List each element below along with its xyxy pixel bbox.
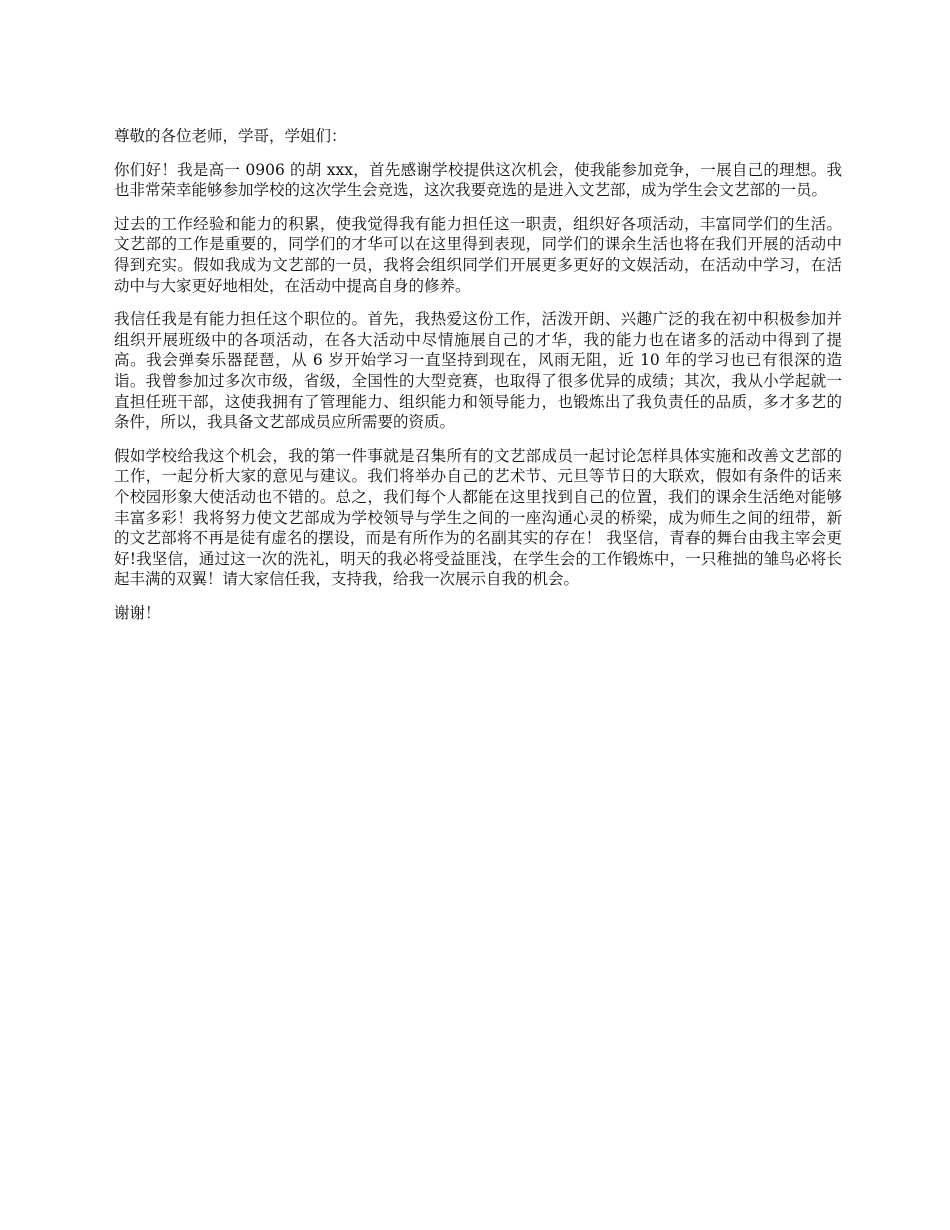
paragraph-plans: 假如学校给我这个机会，我的第一件事就是召集所有的文艺部成员一起讨论怎样具体实施和改善文艺部的工作，一起分析大家的意见与建议。我们将举办自己的艺术节、元旦等节日的大联欢，假如有条件的话来个校园形象大使活动也不错的。总之，我们每个人都能在这里找到自己的位置，我们的课余生活绝对能够丰富多彩！我将努力使文艺部成为学校领导与学生之间的一座沟通心灵的桥梁，成为师生之间的纽带，新的文艺部将不再是徒有虚名的摆设，而是有所作为的名副其实的存在！ 我坚信，青春的舞台由我主宰会更好!我坚信，通过这一次的洗礼，明天的我必将受益匪浅，在学生会的工作锻炼中，一只稚拙的雏鸟必将长起丰满的双翼！请大家信任我，支持我，给我一次展示自我的机会。 [114,446,842,589]
paragraph-experience: 过去的工作经验和能力的积累，使我觉得我有能力担任这一职责，组织好各项活动，丰富同学们的生活。文艺部的工作是重要的，同学们的才华可以在这里得到表现，同学们的课余生活也将在我们开展的活动中得到充实。假如我成为文艺部的一员，我将会组织同学们开展更多更好的文娱活动，在活动中学习，在活动中与大家更好地相处，在活动中提高自身的修养。 [114,214,842,295]
document-body [114,126,842,636]
paragraph-introduction: 你们好！我是高一 0906 的胡 xxx，首先感谢学校提供这次机会，使我能参加竞争，一展自己的理想。我也非常荣幸能够参加学校的这次学生会竞选，这次我要竞选的是进入文艺部，成为学生会文艺部的一员。 [114,160,842,200]
closing-line: 谢谢！ [114,603,161,622]
greeting-line: 尊敬的各位老师，学哥，学姐们： [114,127,347,145]
paragraph-qualifications: 我信任我是有能力担任这个职位的。首先，我热爱这份工作，活泼开朗、兴趣广泛的我在初中积极参加并组织开展班级中的各项活动，在各大活动中尽情施展自己的才华，我的能力也在诸多的活动中得到了提高。我会弹奏乐器琵琶，从 6 岁开始学习一直坚持到现在，风雨无阻，近 10 年的学习也已有很深的造诣。我曾参加过多次市级，省级，全国性的大型竞赛，也取得了很多优异的成绩；其次，我从小学起就一直担任班干部，这使我拥有了管理能力、组织能力和领导能力，也锻炼出了我负责任的品质，多才多艺的条件，所以，我具备文艺部成员应所需要的资质。 [114,310,842,432]
